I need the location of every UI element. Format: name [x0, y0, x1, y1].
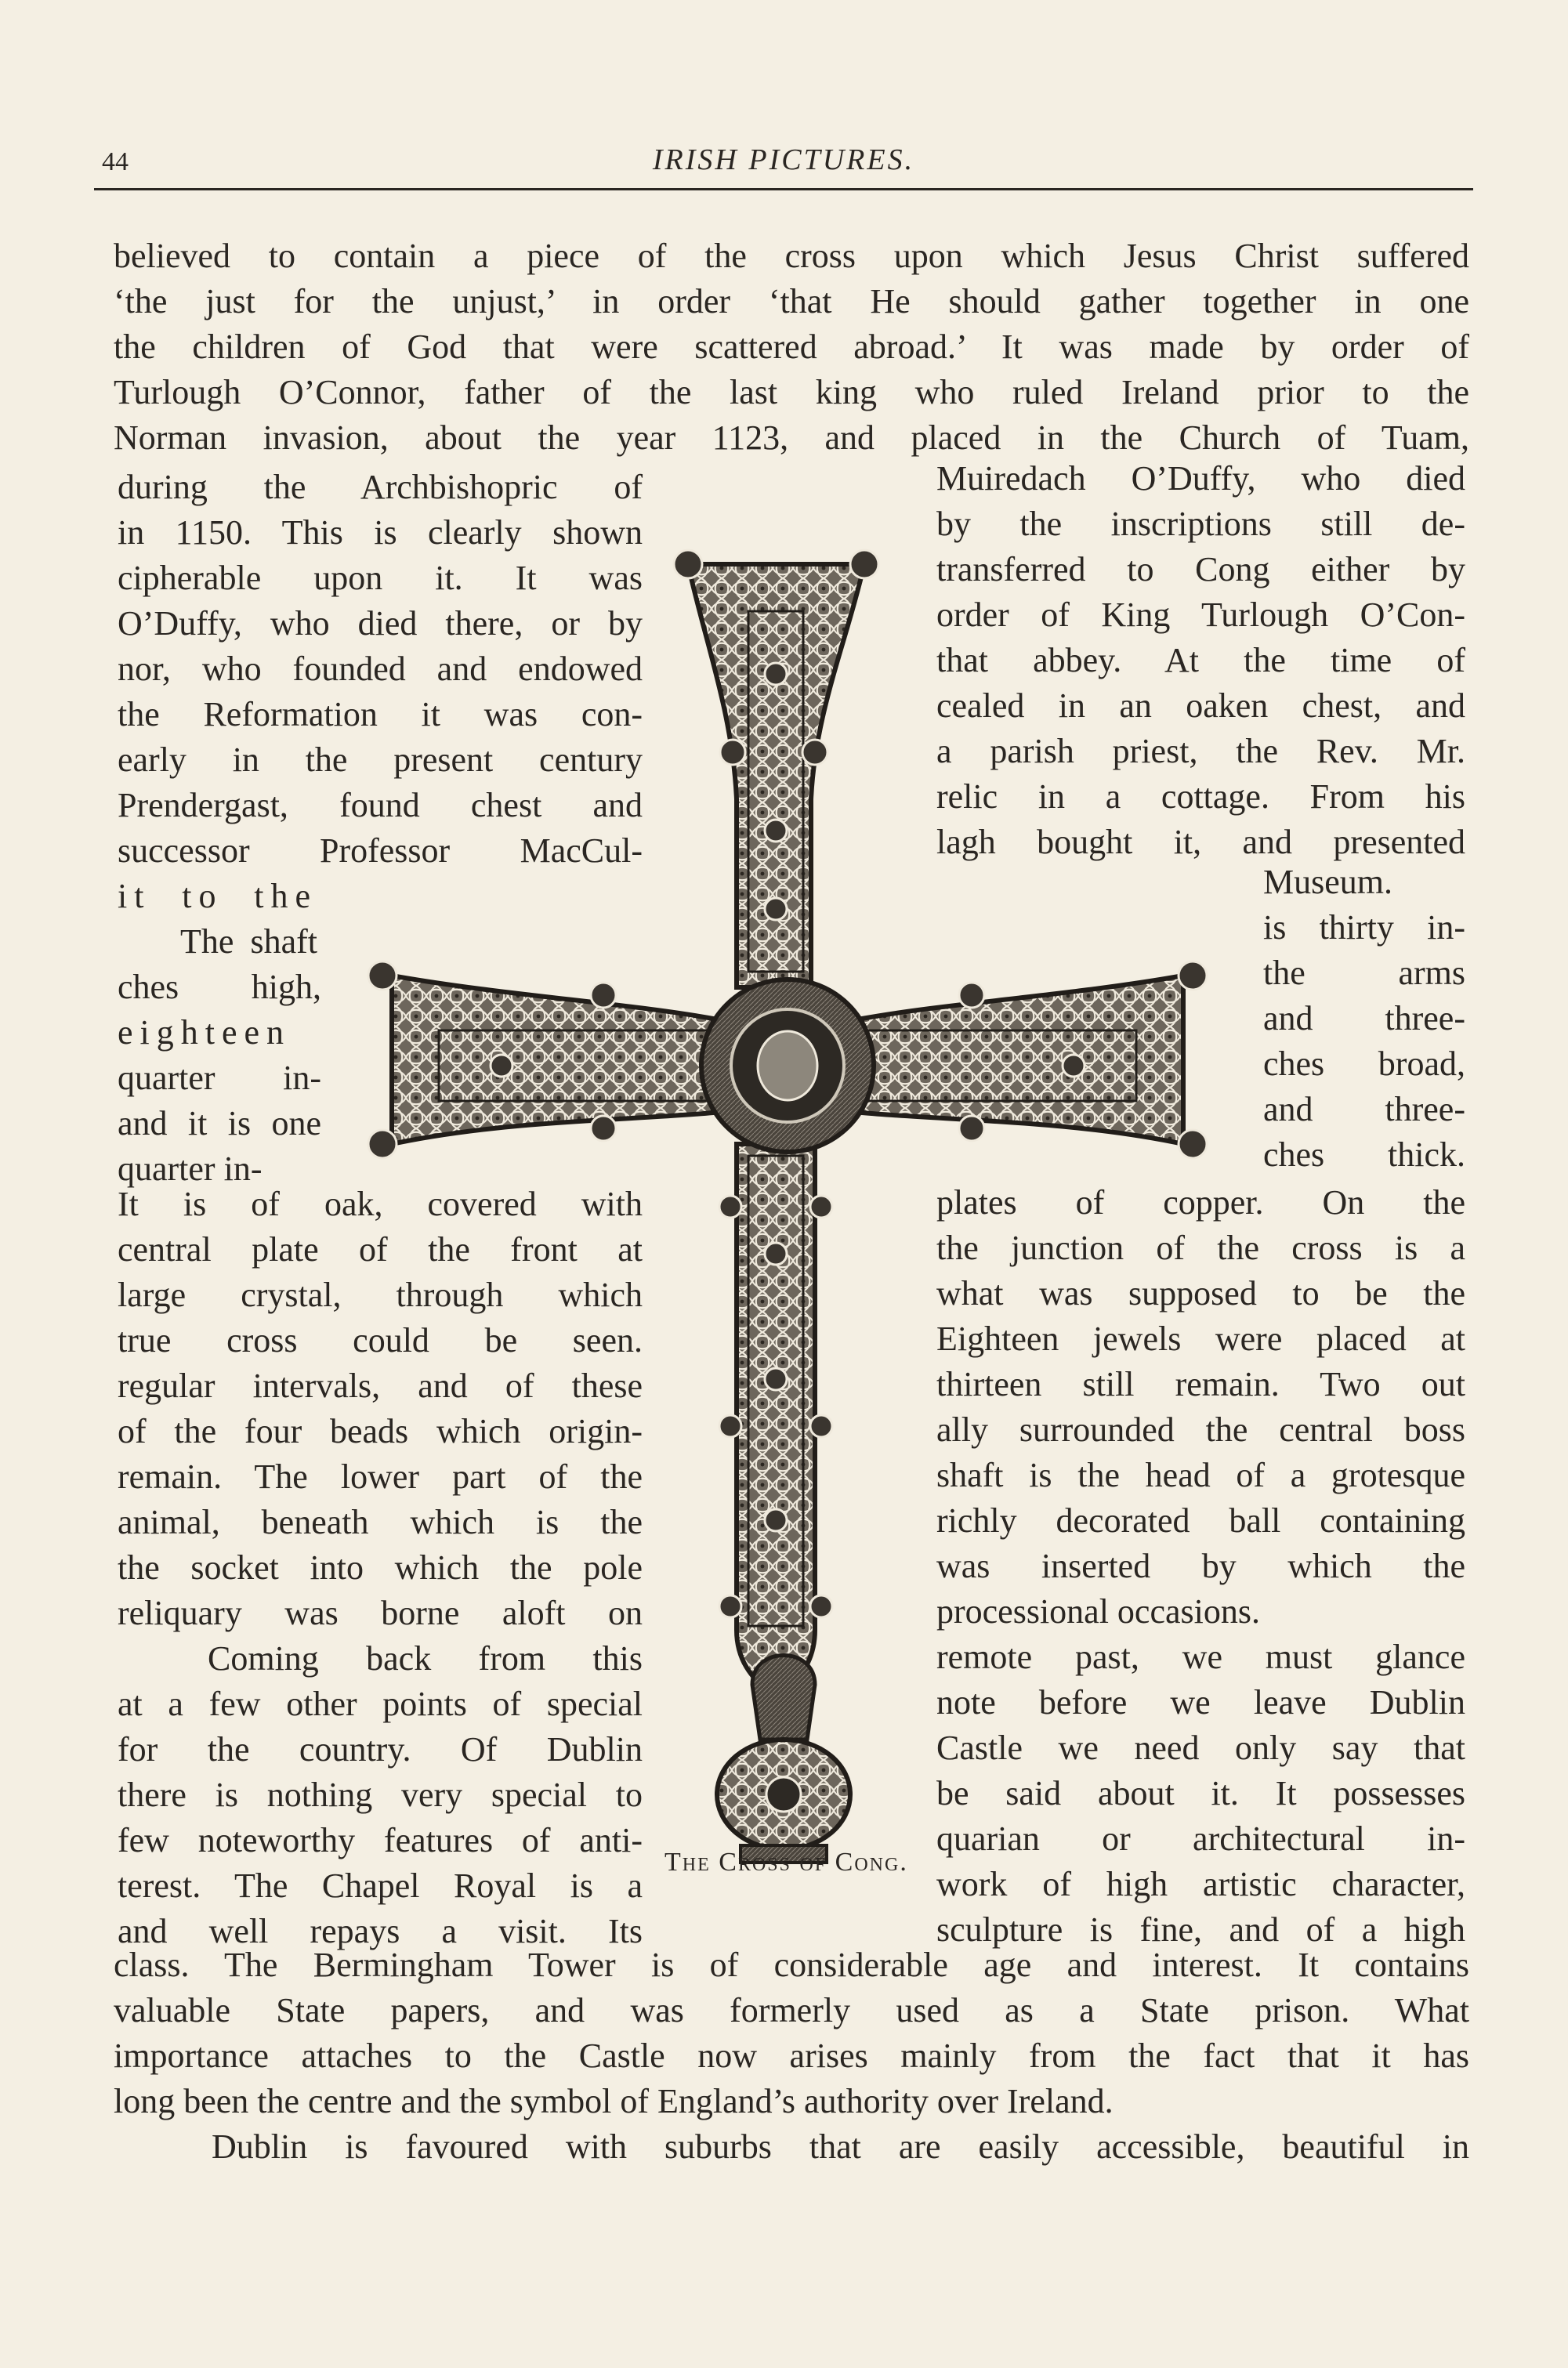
- text-line-left: and it is one: [118, 1104, 321, 1142]
- text-line-left: ches high,: [118, 968, 321, 1006]
- text-line-left: eighteen: [118, 1013, 292, 1052]
- text-line-right: note before we leave Dublin: [936, 1683, 1465, 1722]
- text-line-left: Coming back from this: [208, 1639, 643, 1678]
- text-line-left: the socket into which the pole: [118, 1548, 643, 1587]
- text-line-right: sculpture is fine, and of a high: [936, 1910, 1465, 1949]
- text-line-right: order of King Turlough O’Con-: [936, 596, 1465, 634]
- text-line-right: Castle we need only say that: [936, 1729, 1465, 1767]
- text-line-left: remain. The lower part of the: [118, 1457, 643, 1496]
- text-line-right: quarian or architectural in-: [936, 1819, 1465, 1858]
- text-line-left: and well repays a visit. Its: [118, 1912, 643, 1950]
- text-line: valuable State papers, and was formerly used as a State prison. What: [114, 1991, 1469, 2029]
- text-line-right: relic in a cottage. From his: [936, 777, 1465, 816]
- text-line-right: was inserted by which the: [936, 1547, 1465, 1585]
- text-line-right: a parish priest, the Rev. Mr.: [936, 732, 1465, 770]
- text-line-left: reliquary was borne aloft on: [118, 1594, 643, 1632]
- text-line-right: shaft is the head of a grotesque: [936, 1456, 1465, 1494]
- text-line-left: true cross could be seen.: [118, 1321, 643, 1360]
- text-line: Dublin is favoured with suburbs that are easily accessible, beautiful in: [212, 2127, 1469, 2166]
- text-line-right: is thirty in-: [1263, 908, 1465, 947]
- text-line-right: be said about it. It possesses: [936, 1774, 1465, 1812]
- header-rule: [94, 188, 1473, 190]
- text-line: importance attaches to the Castle now arises mainly from the fact that it has: [114, 2037, 1469, 2075]
- text-line-left: for the country. Of Dublin: [118, 1730, 643, 1769]
- cross-of-cong-illustration: [345, 517, 1230, 1865]
- text-line-left: at a few other points of special: [118, 1685, 643, 1723]
- text-line: believed to contain a piece of the cross upon which Jesus Christ suffered: [114, 237, 1469, 275]
- text-line-left: early in the present century: [118, 740, 643, 779]
- text-line-right: work of high artistic character,: [936, 1865, 1465, 1903]
- text-line-right: Eighteen jewels were placed at: [936, 1320, 1465, 1358]
- text-line-left: terest. The Chapel Royal is a: [118, 1867, 643, 1905]
- text-line-right: lagh bought it, and presented: [936, 823, 1465, 861]
- text-line-left: during the Archbishopric of: [118, 468, 643, 506]
- text-line-right: the arms: [1263, 954, 1465, 992]
- text-line-right: cealed in an oaken chest, and: [936, 686, 1465, 725]
- text-line-left: O’Duffy, who died there, or by: [118, 604, 643, 643]
- text-line-right: transferred to Cong either by: [936, 550, 1465, 588]
- text-line-left: successor Professor MacCul-: [118, 831, 643, 870]
- text-line-left: it to the: [118, 877, 317, 915]
- text-line: Turlough O’Connor, father of the last king who ruled Ireland prior to the: [114, 373, 1469, 411]
- text-line-left: quarter in-: [118, 1059, 321, 1097]
- text-line-right: ches thick.: [1263, 1135, 1465, 1174]
- page-number: 44: [102, 147, 129, 176]
- text-line: class. The Bermingham Tower is of considerable age and interest. It contains: [114, 1946, 1469, 1984]
- text-line: long been the centre and the symbol of England’s authority over Ireland.: [114, 2082, 1114, 2120]
- text-line-right: ally surrounded the central boss: [936, 1410, 1465, 1449]
- text-line-left: nor, who founded and endowed: [118, 650, 643, 688]
- text-line-right: remote past, we must glance: [936, 1638, 1465, 1676]
- text-line-left: It is of oak, covered with: [118, 1185, 643, 1223]
- text-line-right: and three-: [1263, 1090, 1465, 1128]
- text-line-left: cipherable upon it. It was: [118, 559, 643, 597]
- text-line-left: The shaft: [180, 922, 317, 961]
- text-line-left: quarter in-: [118, 1150, 263, 1188]
- text-line-right: by the inscriptions still de-: [936, 505, 1465, 543]
- text-line-right: processional occasions.: [936, 1592, 1260, 1631]
- text-line-right: plates of copper. On the: [936, 1183, 1465, 1222]
- text-line-right: ches broad,: [1263, 1045, 1465, 1083]
- text-line-left: the Reformation it was con-: [118, 695, 643, 733]
- text-line-right: what was supposed to be the: [936, 1274, 1465, 1313]
- text-line-left: regular intervals, and of these: [118, 1367, 643, 1405]
- text-line-left: Prendergast, found chest and: [118, 786, 643, 824]
- text-line-right: Muiredach O’Duffy, who died: [936, 459, 1465, 498]
- text-line-right: thirteen still remain. Two out: [936, 1365, 1465, 1403]
- text-line-right: the junction of the cross is a: [936, 1229, 1465, 1267]
- text-line-left: animal, beneath which is the: [118, 1503, 643, 1541]
- text-line: the children of God that were scattered abroad.’ It was made by order of: [114, 328, 1469, 366]
- text-line: Norman invasion, about the year 1123, and placed in the Church of Tuam,: [114, 418, 1469, 457]
- text-line-left: there is nothing very special to: [118, 1776, 643, 1814]
- text-line-right: that abbey. At the time of: [936, 641, 1465, 679]
- text-line-left: few noteworthy features of anti-: [118, 1821, 643, 1859]
- text-line-left: of the four beads which origin-: [118, 1412, 643, 1450]
- running-title: IRISH PICTURES.: [652, 143, 915, 176]
- text-line-right: and three-: [1263, 999, 1465, 1037]
- text-line-left: large crystal, through which: [118, 1276, 643, 1314]
- text-line-left: in 1150. This is clearly shown: [118, 513, 643, 552]
- text-line-right: richly decorated ball containing: [936, 1501, 1465, 1540]
- text-line-right: Museum.: [1263, 863, 1392, 901]
- text-line-left: central plate of the front at: [118, 1230, 643, 1269]
- cross-engraving: [345, 517, 1230, 1865]
- text-line: ‘the just for the unjust,’ in order ‘that He should gather together in one: [114, 282, 1469, 320]
- page-header: [94, 139, 1473, 186]
- figure-caption: The Cross of Cong.: [664, 1848, 908, 1877]
